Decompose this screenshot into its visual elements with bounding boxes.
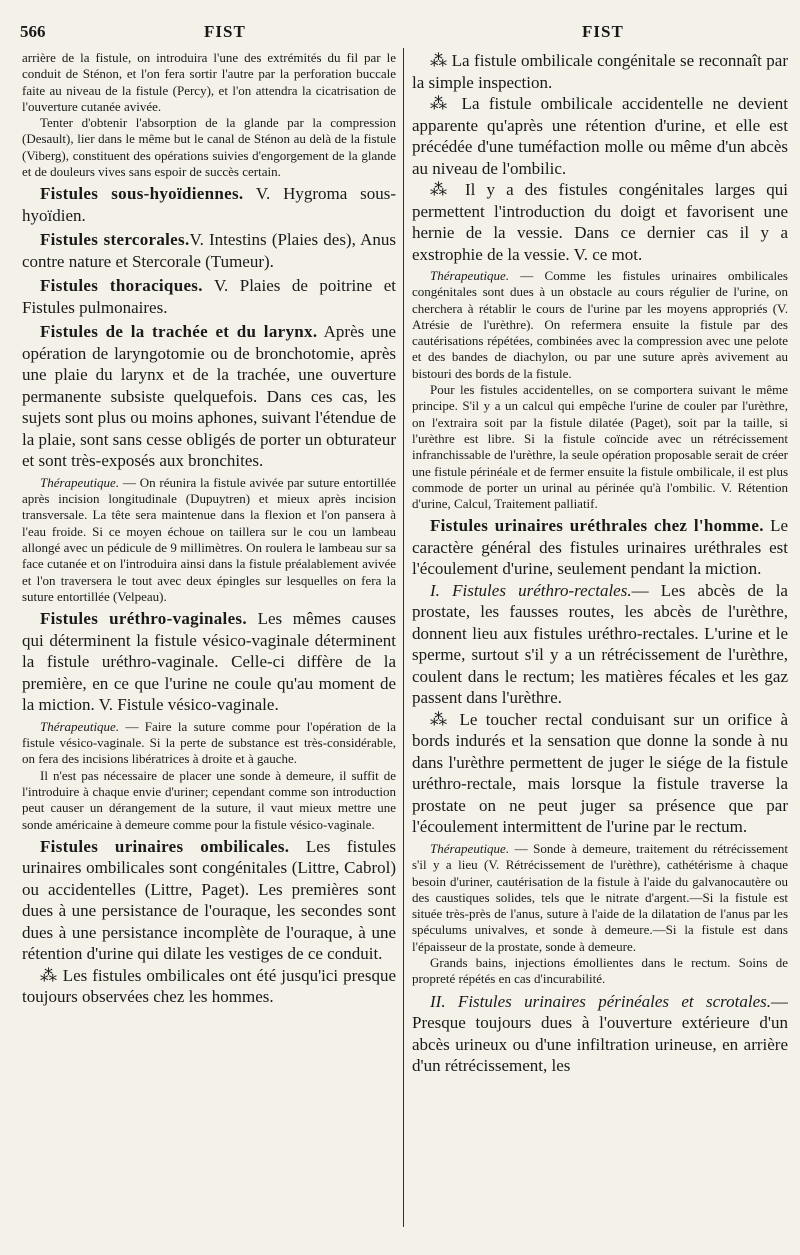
entry-heading: Fistules sous-hyoïdiennes. [40,184,244,204]
entry-heading: Fistules stercorales. [40,230,190,250]
paragraph [412,991,788,1077]
paragraph-text: — Comme les fistules urinaires ombilicales congénitales sont dues à un obstacle au cours régulier de l'urine, on cherchera à rétablir le cours de l'urine par les moyens appropriés (V. Atrésie de l'urèthre). On refermera ensuite la fistule par des cautérisations répétées, combinées avec la compression avec une pelote et des bandes de diachylon, ou par une suture après avivement au bistouri des bords de la fistule. [412,268,788,381]
paragraph [22,608,396,716]
paragraph-lead: Thérapeutique. [40,474,120,490]
paragraph-text: V. Plaies de poitrine et Fistules pulmonaires. [22,276,396,317]
right-running-title: FIST [582,22,624,41]
paragraph-text: ⁂ La fistule ombilicale accidentelle ne devient apparente qu'après une rétention d'urine, et elle est précédée d'une tuméfaction molle ou même d'un abcès au niveau de l'ombilic. [412,94,788,178]
paragraph [22,321,396,472]
paragraph [22,475,396,605]
paragraph-text: — Presque toujours dues à l'ouverture extérieure d'un abcès urineux ou d'une infiltration urineuse, en arrière d'un rétrécissement, les [412,991,788,1076]
paragraph [412,179,788,265]
left-running-title: FIST [204,22,246,41]
paragraph [22,50,396,115]
paragraph-text: — Sonde à demeure, traitement du rétrécissement s'il y a lieu (V. Rétrécissement de l'urèthre), cathétérisme à chaque besoin d'uriner, cautérisation de la fistule à l'aide du galvanocautère ou des caustiques solides, tels que le nitrate d'argent.—Si la fistule est située très-près de l'anus, suture à l'aide de la dilatation de l'anus par les spéculums univalves, et sonde à demeure.—Si la fistule est dans l'épaisseur de la prostate, sonde à demeure. [412,840,788,954]
paragraph-text: Pour les fistules accidentelles, on se comportera suivant le même principe. S'il y a un calcul qui empêche l'urine de couler par l'urèthre, on l'extraira soit par la fistule dilatée (Paget), soit par la taille, si l'urèthre est libre. Si la fistule coïncide avec un rétrécissement infranchissable de l'urèthre, la seule opération proposable serait de créer une fistule périnéale et de fermer ensuite la fistule ombilicale, il est plus commode de porter un urinal au périnée qu'à l'ombilic. V. Rétention d'urine, Calcul, Traitement palliatif. [412,382,788,512]
paragraph-text: arrière de la fistule, on introduira l'une des extrémités du fil par le conduit de Sténon, et l'on fera sortir l'autre par la perforation buccale faite au niveau de la fistule (Percy), et l'on attendra la cicatrisation de l'ouverture cutanée avivée. [22,50,396,114]
running-header [20,22,778,46]
paragraph [22,229,396,272]
paragraph-lead: Thérapeutique. [430,268,510,283]
left-column [22,50,396,1237]
paragraph [412,580,788,709]
paragraph-lead: I. Fistules uréthro-rectales. [430,580,632,600]
paragraph-text: Il n'est pas nécessaire de placer une sonde à demeure, il suffit de l'introduire à chaque envie d'uriner; cependant comme son introduction peut causer un dérangement de la suture, il vaut mieux mettre une sonde américaine à demeure comme pour la fistule vésico-vaginale. [22,767,396,832]
paragraph [412,709,788,838]
paragraph [412,841,788,955]
paragraph-text: Les fistules urinaires ombilicales sont congénitales (Littre, Cabrol) ou accidentelles (Littre, Paget). Les premières sont dues à une persistance de l'ouraque, les secondes sont dues à une persistance incomplète de l'ouraque, à une rétention d'urine qui dilate les vestiges de ce conduit. [22,836,396,964]
paragraph-text: ⁂ Les fistules ombilicales ont été jusqu'ici presque toujours observées chez les hommes. [22,965,396,1007]
paragraph-text: V. Intestins (Plaies des), Anus contre nature et Stercorale (Tumeur). [22,230,396,271]
entry-heading: Fistules uréthro-vaginales. [40,609,247,629]
paragraph-text: V. Hygroma sous-hyoïdien. [22,184,396,225]
paragraph-lead: Thérapeutique. [430,840,510,856]
paragraph [22,275,396,318]
paragraph-text: Tenter d'obtenir l'absorption de la glande par la compression (Desault), lier dans le même but le canal de Sténon au delà de la fistule (Viberg), constituent des opérations suivies d'engorgement de la glande et de douleurs vives sans espoir de succès certain. [22,115,396,180]
paragraph-lead: Thérapeutique. [40,718,120,734]
paragraph [22,719,396,768]
paragraph-text: Les mêmes causes qui déterminent la fistule vésico-vaginale déterminent la fistule uréthro-vaginale. Celle-ci diffère de la première, en ce que l'urine ne coule qu'au moment de la miction. V. Fistule vésico-vaginale. [22,609,396,715]
paragraph-text: Après une opération de laryngotomie ou de bronchotomie, après une plaie du larynx et de la trachée, une ouverture permanente subsiste quelquefois. Dans ces cas, les sujets sont plus ou moins aphones, suivant l'étendue de la plaie, sont sans cesse obligés de porter un obturateur et sont très-exposés aux bronchites. [22,322,396,471]
paragraph [22,836,396,965]
paragraph-text: ⁂ La fistule ombilicale congénitale se reconnaît par la simple inspection. [412,51,788,92]
page-number: 566 [20,22,46,41]
paragraph [412,955,788,988]
right-column [412,50,788,1237]
paragraph [22,115,396,180]
entry-heading: Fistules urinaires ombilicales. [40,836,290,856]
entry-heading: Fistules de la trachée et du larynx. [40,322,318,342]
paragraph-text: Grands bains, injections émollientes dans le rectum. Soins de propreté répétés en cas d'incurabilité. [412,955,788,987]
paragraph [412,93,788,179]
paragraph-text: — On réunira la fistule avivée par suture entortillée après incision longitudinale (Dupuytren) et mieux après incision transversale. La tête sera maintenue dans la flexion et l'on pansera à l'eau froide. Si ce moyen échoue on taillera sur le cou un lambeau allongé avec un pédicule de 9 millimètres. On roulera le lambeau sur sa face cutanée et on l'introduira ainsi dans la fistule préalablement avivée et l'on traversera le tout avec deux épingles sur lesquelles on fera la suture entortillée (Velpeau). [22,474,396,604]
paragraph-text: ⁂ Il y a des fistules congénitales larges qui permettent l'introduction du doigt et favorisent une hernie de la vessie. Dans ce dernier cas il y a exstrophie de la vessie. V. ce mot. [412,180,788,264]
column-divider [403,48,404,1227]
paragraph [412,268,788,382]
entry-heading: Fistules thoraciques. [40,276,203,296]
paragraph-text: — Les abcès de la prostate, les fausses routes, les abcès de l'urèthre, donnent lieu aux fistules uréthro-rectales. L'urine et le sperme, surtout s'il y a un rétrécissement de l'urèthre, coulent dans le rectum; les matières fécales et les gaz passent dans l'urèthre. [412,580,788,708]
entry-heading: Fistules urinaires uréthrales chez l'homme. [430,516,764,536]
paragraph-lead: II. Fistules urinaires périnéales et scrotales. [430,991,771,1011]
paragraph [412,382,788,512]
paragraph-text: Le caractère général des fistules urinaires uréthrales est l'écoulement d'urine, seulement pendant la miction. [412,516,788,579]
paragraph [412,515,788,580]
paragraph [22,965,396,1008]
paragraph-text: — Faire la suture comme pour l'opération de la fistule vésico-vaginale. Si la perte de substance est très-considérable, on fera des incisions libératrices à droite et à gauche. [22,718,396,767]
paragraph [22,768,396,833]
paragraph [412,50,788,93]
paragraph [22,183,396,226]
paragraph-text: ⁂ Le toucher rectal conduisant sur un orifice à bords indurés et la sensation que donne la sonde à nu dans l'urèthre permettent de juger le siége de la fistule uréthro-rectale, mais lorsque la fistule traverse la prostate on ne peut juger sa présence que par l'écoulement intermittent de l'urine par le rectum. [412,709,788,837]
